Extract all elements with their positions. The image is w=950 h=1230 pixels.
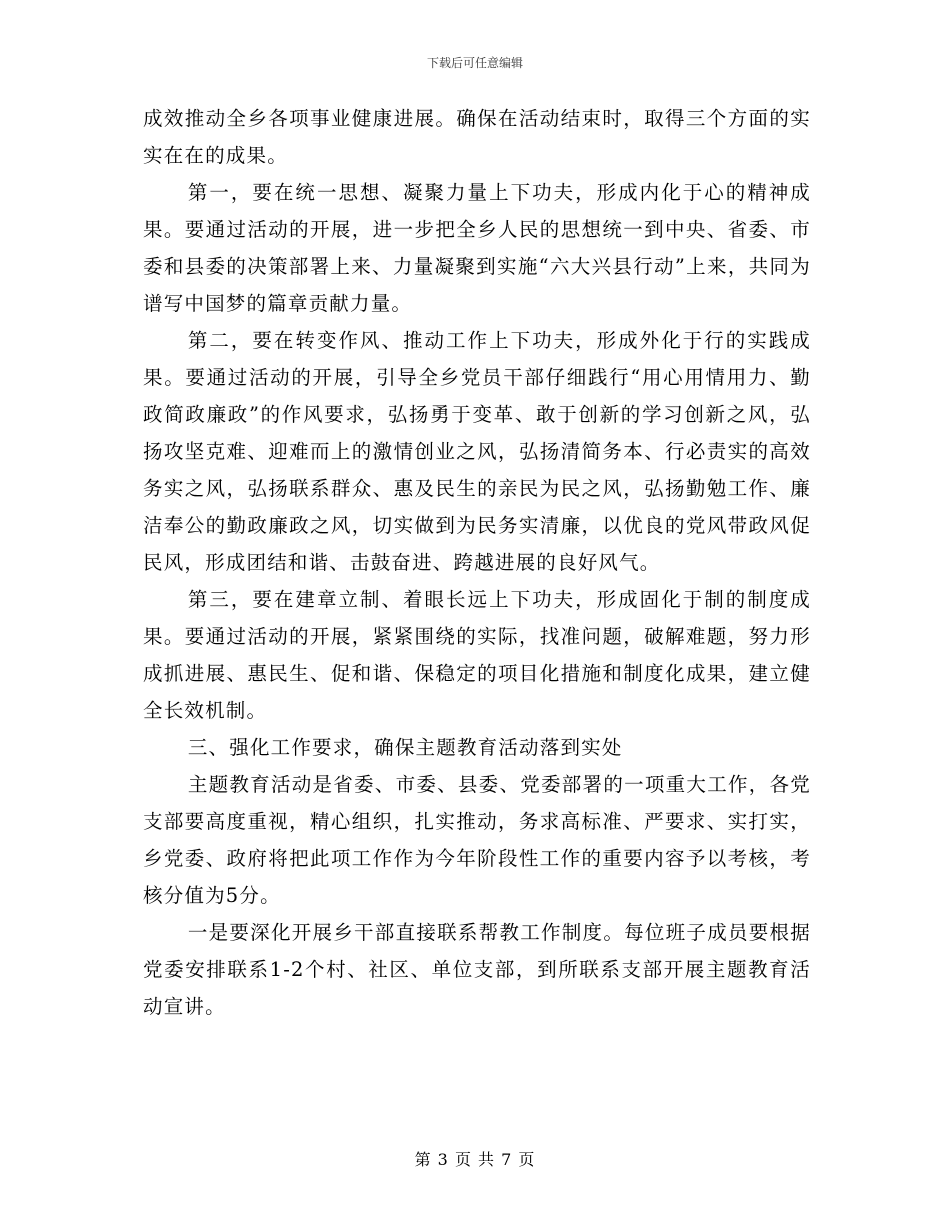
paragraph-requirements: 主题教育活动是省委、市委、县委、党委部署的一项重大工作，各党支部要高度重视，精心组织，扎实推动，务求高标准、严要求、实打实，乡党委、政府将把此项工作作为今年阶段性工作的重要内容予以考核，考核分值为5分。 (143, 773, 811, 907)
paragraph-second-point: 第二，要在转变作风、推动工作上下功夫，形成外化于行的实践成果。要通过活动的开展，引导全乡党员干部仔细践行“用心用情用力、勤政简政廉政”的作风要求，弘扬勇于变革、敢于创新的学习创新之风，弘扬攻坚克难、迎难而上的激情创业之风，弘扬清简务本、行必责实的高效务实之风，弘扬联系群众、惠及民生的亲民为民之风，弘扬勤勉工作、廉洁奉公的勤政廉政之风，切实做到为民务实清廉，以优良的党风带政风促民风，形成团结和谐、击鼓奋进、跨越进展的良好风气。 (143, 329, 811, 574)
paragraph-item-one: 一是要深化开展乡干部直接联系帮教工作制度。每位班子成员要根据党委安排联系1-2个村、社区、单位支部，到所联系支部开展主题教育活动宣讲。 (143, 921, 811, 1018)
page-number-footer: 第 3 页 共 7 页 (414, 1150, 536, 1169)
paragraph-continuation: 成效推动全乡各项事业健康进展。确保在活动结束时，取得三个方面的实实在在的成果。 (143, 107, 811, 167)
page-header: 下载后可任意编辑 (426, 56, 523, 70)
paragraph-third-point: 第三，要在建章立制、着眼长远上下功夫，形成固化于制的制度成果。要通过活动的开展，紧紧围绕的实际，找准问题，破解难题，努力形成抓进展、惠民生、促和谐、保稳定的项目化措施和制度化成果，建立健全长效机制。 (143, 588, 811, 722)
paragraph-first-point: 第一，要在统一思想、凝聚力量上下功夫，形成内化于心的精神成果。要通过活动的开展，进一步把全乡人民的思想统一到中央、省委、市委和县委的决策部署上来、力量凝聚到实施“六大兴县行动”上来，共同为谱写中国梦的篇章贡献力量。 (143, 181, 811, 315)
section-heading: 三、强化工作要求，确保主题教育活动落到实处 (187, 736, 623, 759)
document-body (143, 100, 811, 1025)
